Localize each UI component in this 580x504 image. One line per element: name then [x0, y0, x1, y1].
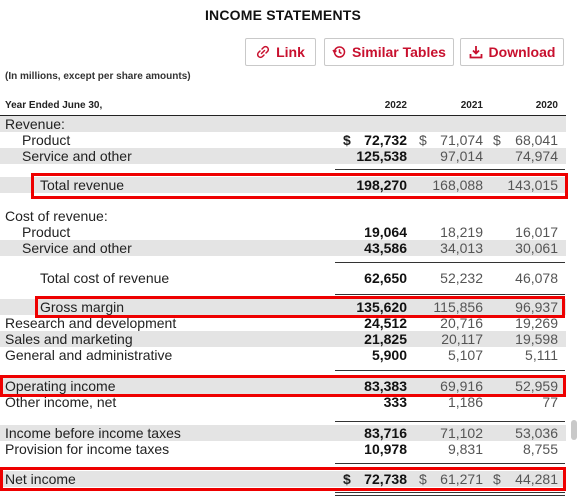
- cell-2021: 20,117: [441, 331, 483, 347]
- row-label: Total cost of revenue: [40, 270, 170, 286]
- row-label: Total revenue: [40, 177, 125, 193]
- cell-2021: 168,088: [432, 177, 483, 193]
- table-row: [0, 132, 566, 148]
- cell-2020: 52,959: [515, 378, 558, 394]
- row-label: Sales and marketing: [5, 331, 133, 347]
- total-underline: [335, 262, 565, 263]
- cell-2021: 52,232: [440, 270, 483, 286]
- table-row: [0, 208, 566, 224]
- cell-2020: 30,061: [515, 240, 558, 256]
- cell-2022: 19,064: [364, 224, 407, 240]
- cell-2020: 74,974: [515, 148, 558, 164]
- cell-2020: 77: [542, 394, 558, 410]
- cell-2022: 5,900: [371, 347, 407, 363]
- column-header-period: Year Ended June 30,: [5, 100, 103, 111]
- table-row: [0, 224, 566, 240]
- row-label: Gross margin: [40, 299, 125, 315]
- cell-2022: 10,978: [364, 441, 407, 457]
- table-row: [0, 441, 566, 457]
- row-label: Income before income taxes: [5, 425, 181, 441]
- total-underline: [335, 421, 565, 422]
- row-label: Revenue:: [5, 116, 65, 132]
- download-icon: [469, 45, 483, 59]
- cell-2021: 97,014: [440, 148, 483, 164]
- row-label: Operating income: [5, 378, 116, 394]
- cell-2020: 19,598: [515, 331, 558, 347]
- table-row: [0, 240, 566, 256]
- currency-symbol: $: [419, 471, 427, 487]
- cell-2020: 16,017: [515, 224, 558, 240]
- cell-2021: 69,916: [440, 378, 483, 394]
- table-row: [0, 394, 566, 410]
- total-underline: [335, 169, 565, 170]
- table-row: [0, 425, 566, 441]
- total-underline: [335, 463, 565, 464]
- link-label: Link: [276, 44, 305, 60]
- cell-2022: 72,732: [364, 132, 407, 148]
- cell-2022: 62,650: [364, 270, 407, 286]
- cell-2022: 333: [383, 394, 407, 410]
- cell-2021: 115,856: [433, 299, 483, 315]
- cell-2020: 46,078: [515, 270, 558, 286]
- currency-symbol: $: [419, 132, 427, 148]
- cell-2020: 143,015: [507, 177, 558, 193]
- cell-2020: 44,281: [515, 471, 558, 487]
- table-row: [0, 315, 566, 331]
- table-row: [0, 116, 566, 132]
- total-underline: [335, 492, 565, 493]
- total-underline: [335, 294, 565, 295]
- currency-symbol: $: [493, 132, 501, 148]
- cell-2020: 8,755: [522, 441, 558, 457]
- row-label: Provision for income taxes: [5, 441, 170, 457]
- table-row: [0, 177, 566, 193]
- row-label: Net income: [5, 471, 76, 487]
- currency-symbol: $: [343, 132, 351, 148]
- row-label: Other income, net: [5, 394, 117, 410]
- cell-2022: 72,738: [364, 471, 407, 487]
- table-row: [0, 270, 566, 286]
- cell-2021: 1,186: [447, 394, 483, 410]
- currency-symbol: $: [493, 471, 501, 487]
- row-label: Product: [22, 132, 71, 148]
- units-note: (In millions, except per share amounts): [5, 71, 191, 82]
- cell-2022: 135,620: [356, 299, 407, 315]
- cell-2022: 24,512: [364, 315, 407, 331]
- cell-2021: 5,107: [447, 347, 483, 363]
- row-label: General and administrative: [5, 347, 173, 363]
- row-label: Service and other: [22, 148, 132, 164]
- scrollbar-thumb[interactable]: [571, 420, 577, 440]
- table-row: [0, 471, 566, 487]
- cell-2021: 20,716: [440, 315, 483, 331]
- row-label: Cost of revenue:: [5, 208, 108, 224]
- cell-2020: 96,937: [515, 299, 558, 315]
- cell-2020: 19,269: [515, 315, 558, 331]
- cell-2020: 53,036: [515, 425, 558, 441]
- cell-2022: 83,716: [364, 425, 407, 441]
- column-header-2020: 2020: [535, 100, 558, 111]
- link-icon: [256, 45, 270, 59]
- table-row: [0, 331, 566, 347]
- row-label: Research and development: [5, 315, 177, 331]
- cell-2021: 71,102: [440, 425, 483, 441]
- currency-symbol: $: [343, 471, 351, 487]
- cell-2020: 5,111: [525, 347, 558, 363]
- total-underline: [335, 370, 565, 371]
- download-button[interactable]: [460, 38, 564, 66]
- row-label: Service and other: [22, 240, 132, 256]
- cell-2021: 61,271: [440, 471, 483, 487]
- cell-2020: 68,041: [515, 132, 558, 148]
- row-label: Product: [22, 224, 71, 240]
- cell-2022: 21,825: [364, 331, 407, 347]
- cell-2022: 125,538: [356, 148, 407, 164]
- column-header-2021: 2021: [460, 100, 483, 111]
- table-row: [0, 378, 566, 394]
- page-title: INCOME STATEMENTS: [204, 7, 362, 23]
- similar-tables-label: Similar Tables: [352, 44, 446, 60]
- cell-2022: 198,270: [356, 177, 407, 193]
- table-row: [0, 148, 566, 164]
- cell-2022: 83,383: [364, 378, 407, 394]
- similar-tables-button[interactable]: [324, 38, 454, 66]
- history-icon: [332, 45, 346, 59]
- cell-2022: 43,586: [364, 240, 407, 256]
- cell-2021: 18,219: [440, 224, 483, 240]
- download-label: Download: [488, 44, 556, 60]
- total-underline: [335, 495, 565, 496]
- cell-2021: 34,013: [440, 240, 483, 256]
- cell-2021: 71,074: [440, 132, 483, 148]
- link-button[interactable]: [245, 38, 316, 66]
- table-row: [0, 299, 566, 315]
- cell-2021: 9,831: [447, 441, 483, 457]
- column-header-2022: 2022: [384, 100, 407, 111]
- table-row: [0, 347, 566, 363]
